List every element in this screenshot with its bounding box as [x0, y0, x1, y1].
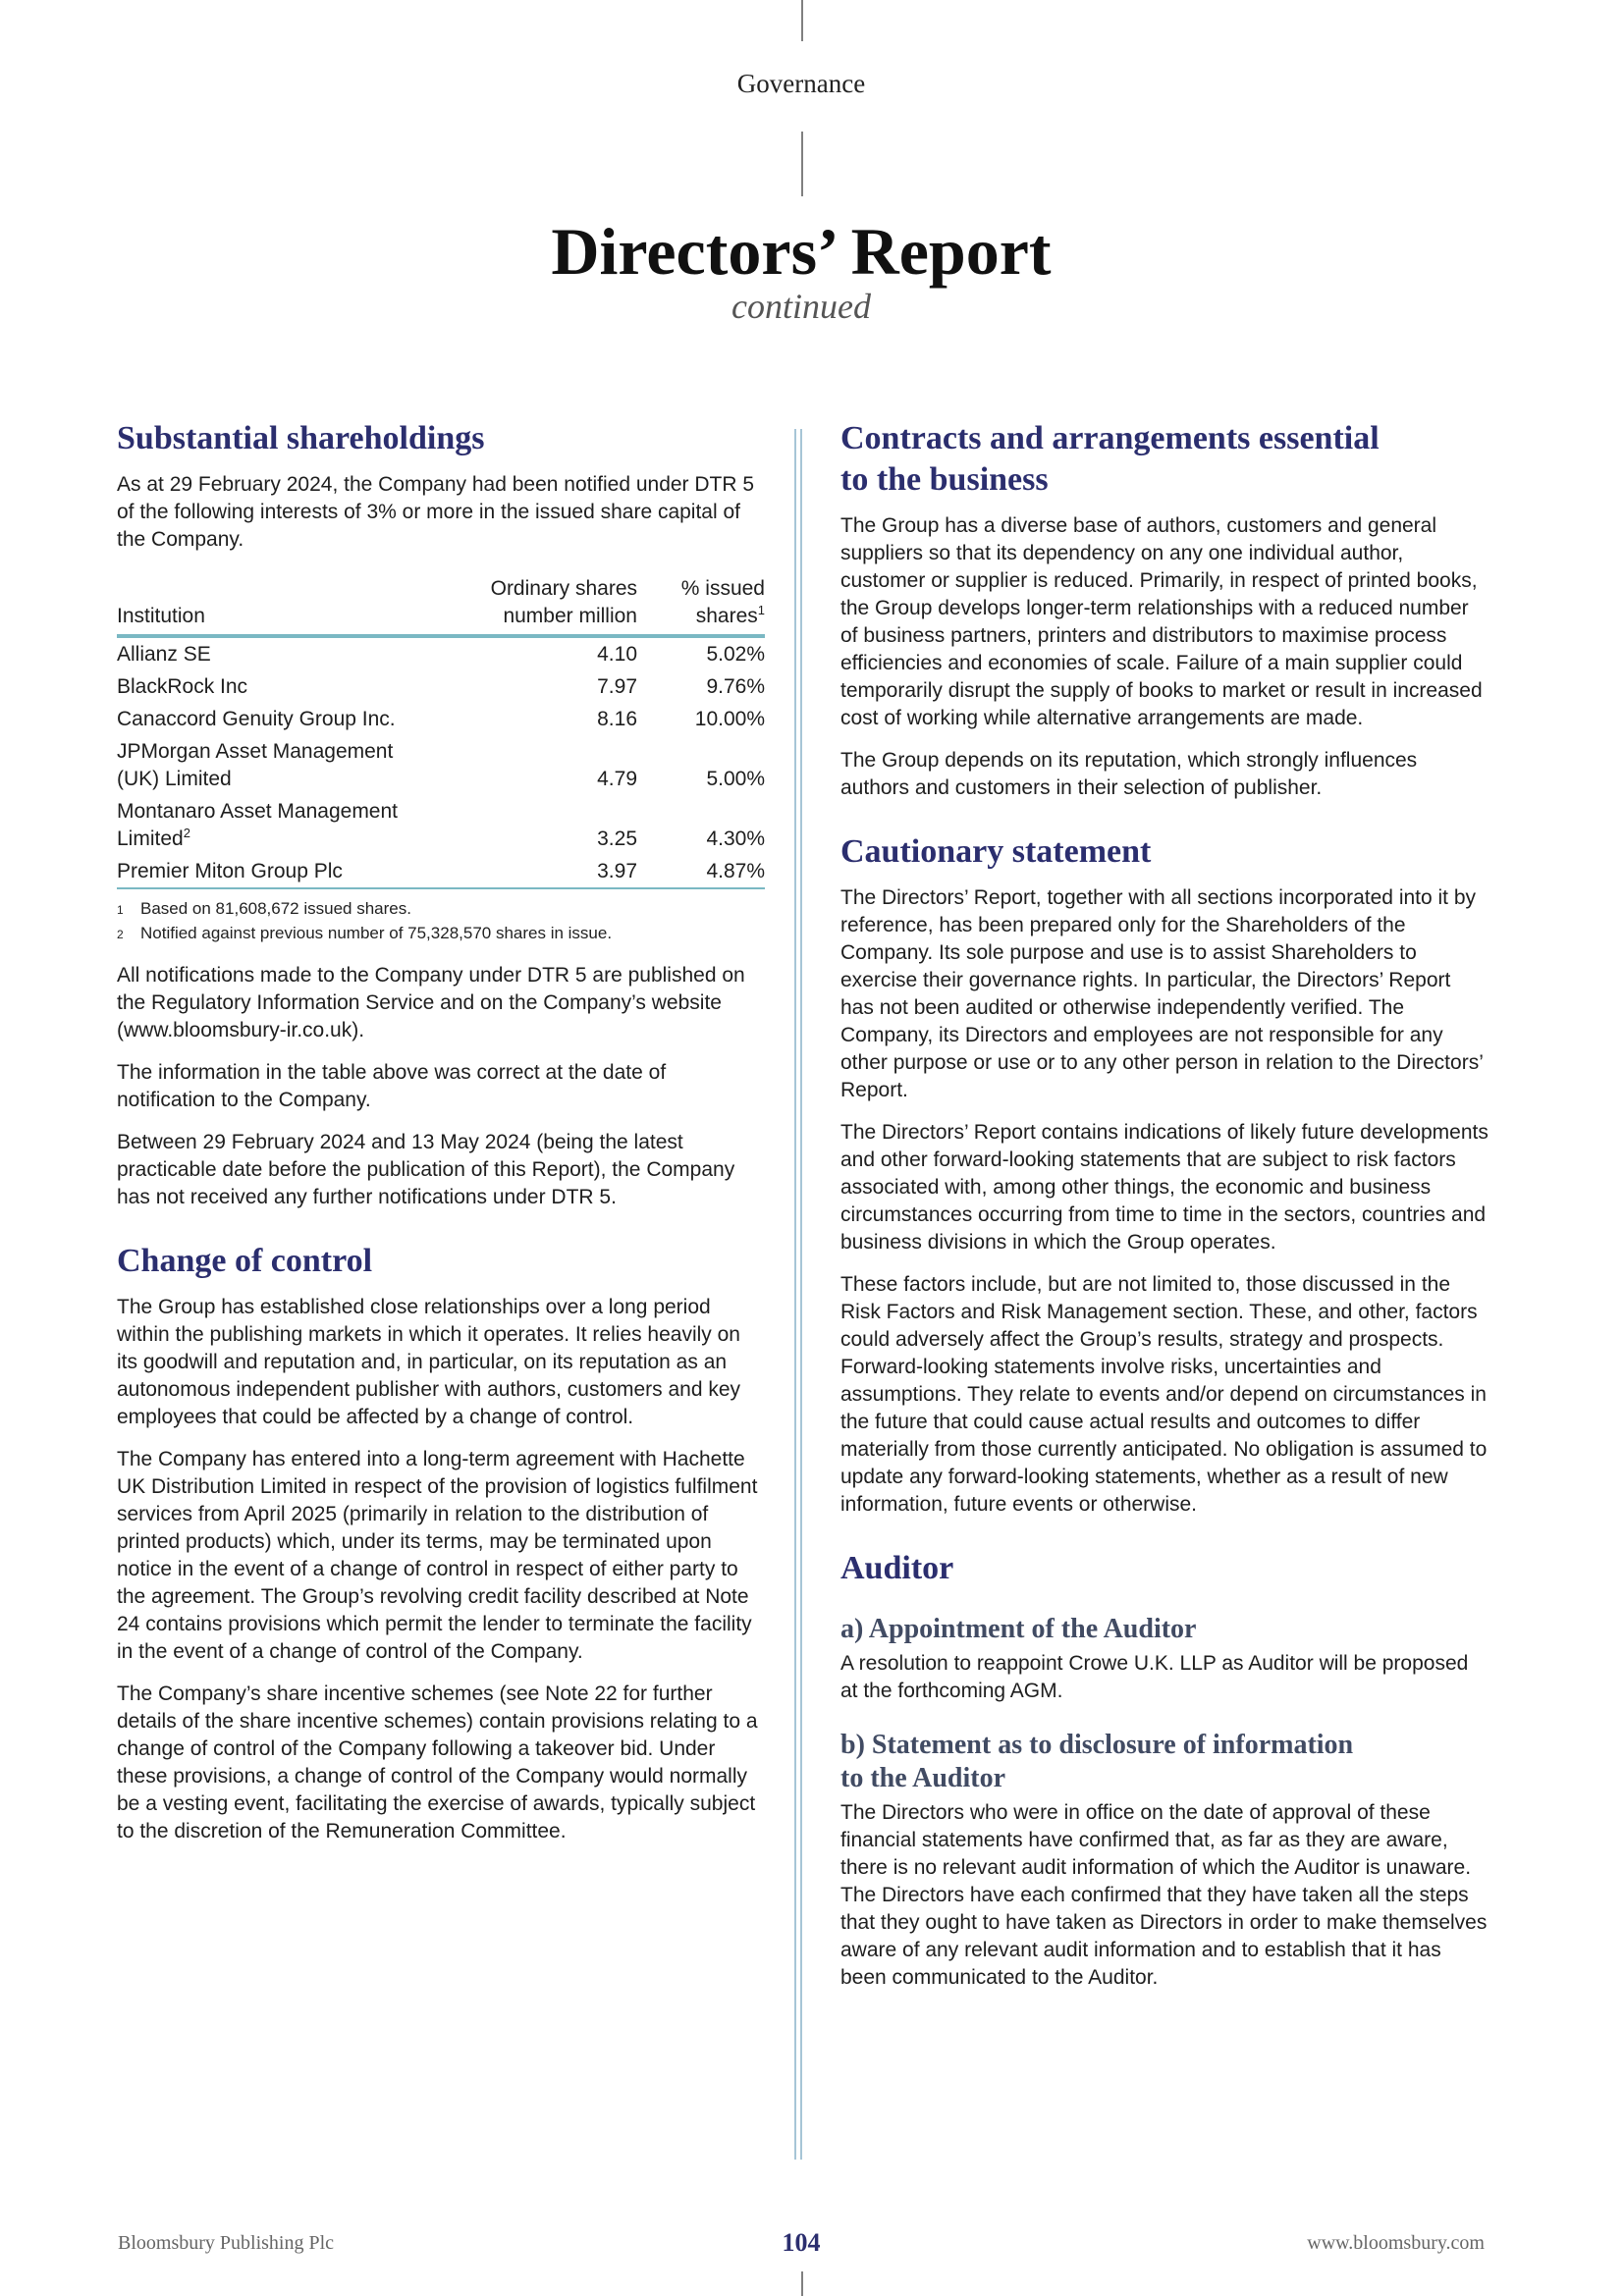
page-number: 104 — [782, 2228, 821, 2257]
contracts-heading-line2: to the business — [840, 461, 1049, 498]
header-pct-line1: % issued — [680, 577, 765, 600]
table-row — [117, 855, 765, 888]
shareholdings-table — [117, 575, 765, 889]
disclosure-subheading-line1: b) Statement as to disclosure of information — [840, 1730, 1354, 1760]
institution-name — [117, 703, 441, 735]
header-pct-footnote-ref: 1 — [757, 603, 765, 617]
header-institution: Institution — [117, 605, 205, 627]
appointment-subheading: a) Appointment of the Auditor — [840, 1614, 1197, 1644]
pct-value: 10.00% — [694, 708, 765, 730]
left-column — [117, 418, 765, 1860]
footnote — [117, 897, 765, 922]
header-pct-line2: shares — [695, 605, 758, 627]
footer-company: Bloomsbury Publishing Plc — [118, 2232, 335, 2254]
right-column — [840, 418, 1489, 2006]
institution-name-line1: JPMorgan Asset Management — [117, 740, 394, 763]
institution-name-line2: (UK) Limited — [117, 768, 232, 790]
page-title: Directors’ Report — [551, 214, 1052, 289]
paragraph: The Company has entered into a long-term agreement with Hachette UK Distribution Limited in respect of the provision of logistics fulfilment services from April 2025 (primarily in relation to the distribution of printed products) which, under its terms, may be terminated upon notice in the event of a change of control in respect of either party to the agreement. The Group’s revolving credit facility described at Note 24 contains provisions which permit the lender to terminate the facility in the event of a change of control of the Company. — [117, 1448, 758, 1663]
institution-name-line1: BlackRock Inc — [117, 675, 248, 698]
institution-name — [117, 636, 441, 670]
paragraph: The Directors’ Report contains indications of likely future developments and other forward-looking statements that are subject to risk factors associated with, among other things, the economic and business circumstances occurring from time to time in the sectors, countries and business divisions in which the Group operates. — [840, 1121, 1489, 1254]
footnote-ref: 2 — [183, 826, 190, 840]
pct-value: 5.02% — [706, 643, 765, 666]
cautionary-statement-heading: Cautionary statement — [840, 833, 1152, 870]
table-row — [117, 636, 765, 670]
footer-website: www.bloomsbury.com — [1307, 2232, 1485, 2254]
table-row — [117, 670, 765, 703]
institution-name — [117, 855, 441, 888]
footnote — [117, 922, 765, 946]
header-shares-line1: Ordinary shares — [490, 577, 637, 600]
footnote-text: Notified against previous number of 75,328,570 shares in issue. — [140, 924, 613, 942]
table-footnotes — [117, 897, 765, 946]
paragraph: The Company’s share incentive schemes (see Note 22 for further details of the share incentive schemes) contain provisions relating to a change of control of the Company following a takeover bid. Under these provisions, a change of control of the Company would normally be a vesting event, facilitating the exercise of awards, typically subject to the discretion of the Remuneration Committee. — [117, 1682, 758, 1842]
institution-name-line1: Premier Miton Group Plc — [117, 860, 343, 882]
shares-value: 8.16 — [597, 708, 637, 730]
column-divider-right — [800, 429, 802, 2160]
pct-value: 4.30% — [706, 828, 765, 850]
footnote-number: 1 — [117, 903, 124, 917]
institution-name — [117, 795, 441, 855]
pct-value: 5.00% — [706, 768, 765, 790]
top-rule — [801, 0, 803, 41]
shares-value: 3.97 — [597, 860, 637, 882]
auditor-heading: Auditor — [840, 1550, 954, 1586]
substantial-intro: As at 29 February 2024, the Company had been notified under DTR 5 of the following interests of 3% or more in the issued share capital of the Company. — [117, 473, 755, 551]
section-label: Governance — [736, 69, 866, 98]
footnote-text: Based on 81,608,672 issued shares. — [140, 899, 411, 918]
paragraph: These factors include, but are not limited to, those discussed in the Risk Factors and Risk Management section. These, and other, factors could adversely affect the Group’s results, strategy and prospects. Forward-looking statements involve risks, uncertainties and assumptions. They relate to events and/or depend on circumstances in the future that could cause actual results and outcomes to differ materially from those currently anticipated. No obligation is assumed to update any forward-looking statements, whether as a result of new information, future events or otherwise. — [840, 1273, 1488, 1516]
shares-value: 4.10 — [597, 643, 637, 666]
bottom-rule — [801, 2271, 803, 2296]
footnote-number: 2 — [117, 928, 124, 941]
title-rule — [801, 132, 803, 196]
paragraph: The Directors who were in office on the date of approval of these financial statements have confirmed that, as far as they are aware, there is no relevant audit information of which the Auditor is unaware. The Directors have each confirmed that they have taken all the steps that they ought to have taken as Directors in order to make themselves aware of any relevant audit information and to establish that it has been communicated to the Auditor. — [840, 1801, 1488, 1989]
paragraph: The Group has a diverse base of authors, customers and general suppliers so that its dependency on any one individual author, customer or supplier is reduced. Primarily, in respect of printed books, the Group develops longer-term relationships with a reduced number of business partners, printers and distributors to maximise process efficiencies and economies of scale. Failure of a main supplier could temporarily disrupt the supply of books to market or result in increased cost of working while alternative arrangements are made. — [840, 514, 1483, 729]
page-subtitle: continued — [731, 287, 871, 326]
institution-name-line1: Montanaro Asset Management — [117, 800, 399, 823]
table-row — [117, 735, 765, 795]
substantial-shareholdings-heading: Substantial shareholdings — [117, 420, 485, 456]
institution-name — [117, 735, 441, 795]
header-shares-line2: number million — [503, 605, 637, 627]
change-of-control-heading: Change of control — [117, 1243, 373, 1279]
institution-name-line1: Allianz SE — [117, 643, 211, 666]
paragraph: The information in the table above was correct at the date of notification to the Company. — [117, 1061, 667, 1111]
institution-name-line2: Limited — [117, 828, 184, 850]
table-row — [117, 703, 765, 735]
disclosure-subheading-line2: to the Auditor — [840, 1763, 1005, 1793]
institution-name — [117, 670, 441, 703]
contracts-heading-line1: Contracts and arrangements essential — [840, 420, 1380, 456]
paragraph: All notifications made to the Company under DTR 5 are published on the Regulatory Information Service and on the Company’s website (www.bloomsbury-ir.co.uk). — [117, 964, 745, 1041]
shares-value: 4.79 — [597, 768, 637, 790]
paragraph: The Directors’ Report, together with all sections incorporated into it by reference, has been prepared only for the Shareholders of the Company. Its sole purpose and use is to assist Shareholders to exercise their governance rights. In particular, the Directors’ Report has not been audited or otherwise independently verified. The Company, its Directors and employees are not responsible for any other purpose or use or to any other person in relation to the Directors’ Report. — [840, 886, 1484, 1101]
header-shares — [441, 575, 637, 636]
pct-value: 9.76% — [706, 675, 765, 698]
disclosure-subheading — [840, 1729, 1489, 1795]
institution-name-line1: Canaccord Genuity Group Inc. — [117, 708, 396, 730]
shares-value: 3.25 — [597, 828, 637, 850]
paragraph: The Group depends on its reputation, which strongly influences authors and customers in their selection of publisher. — [840, 749, 1418, 799]
pct-value: 4.87% — [706, 860, 765, 882]
paragraph: The Group has established close relationships over a long period within the publishing markets in which it operates. It relies heavily on its goodwill and reputation and, in particular, on its reputation as an autonomous independent publisher with authors, customers and key employees that could be affected by a change of control. — [117, 1296, 741, 1428]
shares-value: 7.97 — [597, 675, 637, 698]
table-header-row — [117, 575, 765, 636]
contracts-heading — [840, 418, 1489, 501]
table-row — [117, 795, 765, 855]
column-divider-left — [794, 429, 796, 2160]
paragraph: A resolution to reappoint Crowe U.K. LLP as Auditor will be proposed at the forthcoming AGM. — [840, 1652, 1469, 1702]
paragraph: Between 29 February 2024 and 13 May 2024 (being the latest practicable date before the publication of this Report), the Company has not received any further notifications under DTR 5. — [117, 1131, 735, 1208]
header-pct — [637, 575, 765, 636]
